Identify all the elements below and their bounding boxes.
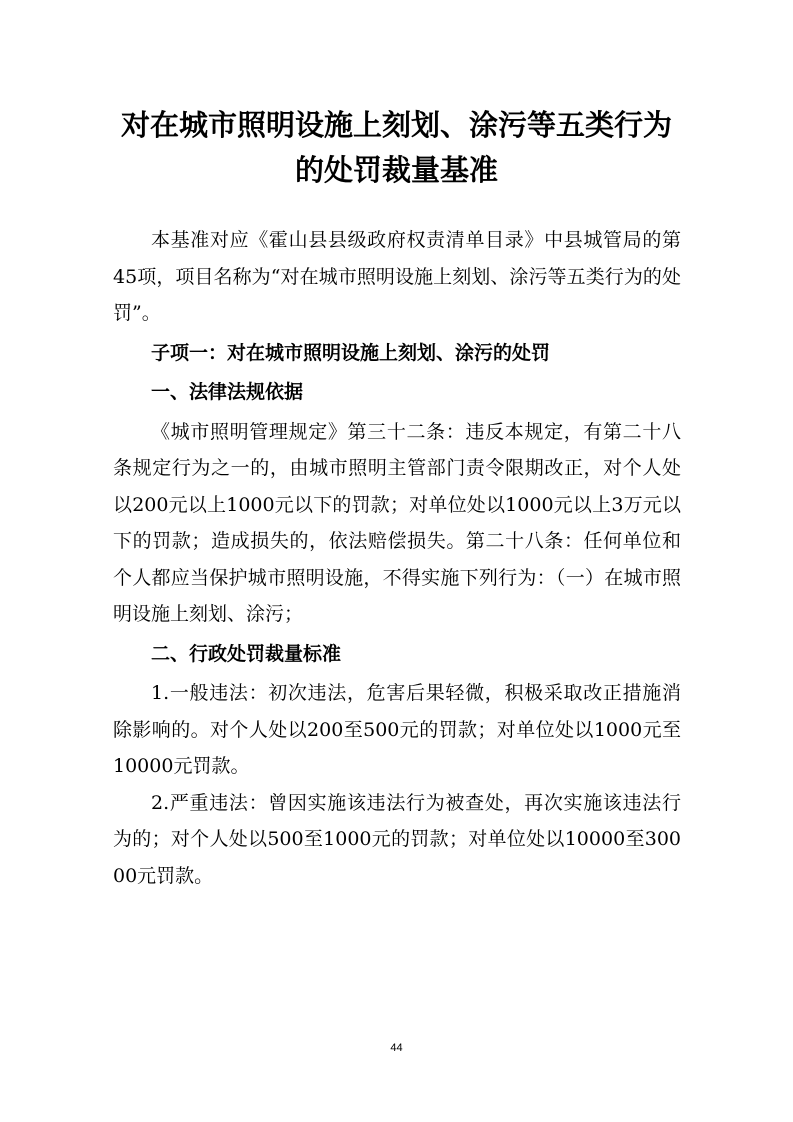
section-1-paragraph: 《城市照明管理规定》第三十二条：违反本规定，有第二十八条规定行为之一的，由城市照明主管部门责令限期改正，对个人处以200元以上1000元以下的罚款；对单位处以1000元以上3万元以下的罚款；造成损失的，依法赔偿损失。第二十八条：任何单位和个人都应当保护城市照明设施，不得实施下列行为：（一）在城市照明设施上刻划、涂污；: [113, 420, 681, 625]
document-title: [100, 103, 693, 193]
subitem-heading: 子项一：对在城市照明设施上刻划、涂污的处罚: [151, 341, 551, 364]
standard-item-2: 2.严重违法：曾因实施该违法行为被查处，再次实施该违法行为的；对个人处以500至1000元的罚款；对单位处以10000至30000元罚款。: [113, 791, 681, 887]
title-line-1: 对在城市照明设施上刻划、涂污等五类行为: [120, 108, 672, 142]
section-2-heading: 二、行政处罚裁量标准: [151, 642, 342, 665]
standard-item-1: 1.一般违法：初次违法，危害后果轻微，积极采取改正措施消除影响的。对个人处以200至500元的罚款；对单位处以1000元至10000元罚款。: [113, 682, 681, 777]
section-1-heading: 一、法律法规依据: [151, 381, 304, 403]
title-line-2: 的处罚裁量基准: [294, 153, 498, 187]
intro-paragraph: 本基准对应《霍山县县级政府权责清单目录》中县城管局的第 45项，项目名称为“对在城市照明设施上刻划、涂污等五类行为的处罚”。: [113, 229, 681, 324]
page-number: 44: [390, 1042, 403, 1054]
document-body: [113, 222, 681, 894]
